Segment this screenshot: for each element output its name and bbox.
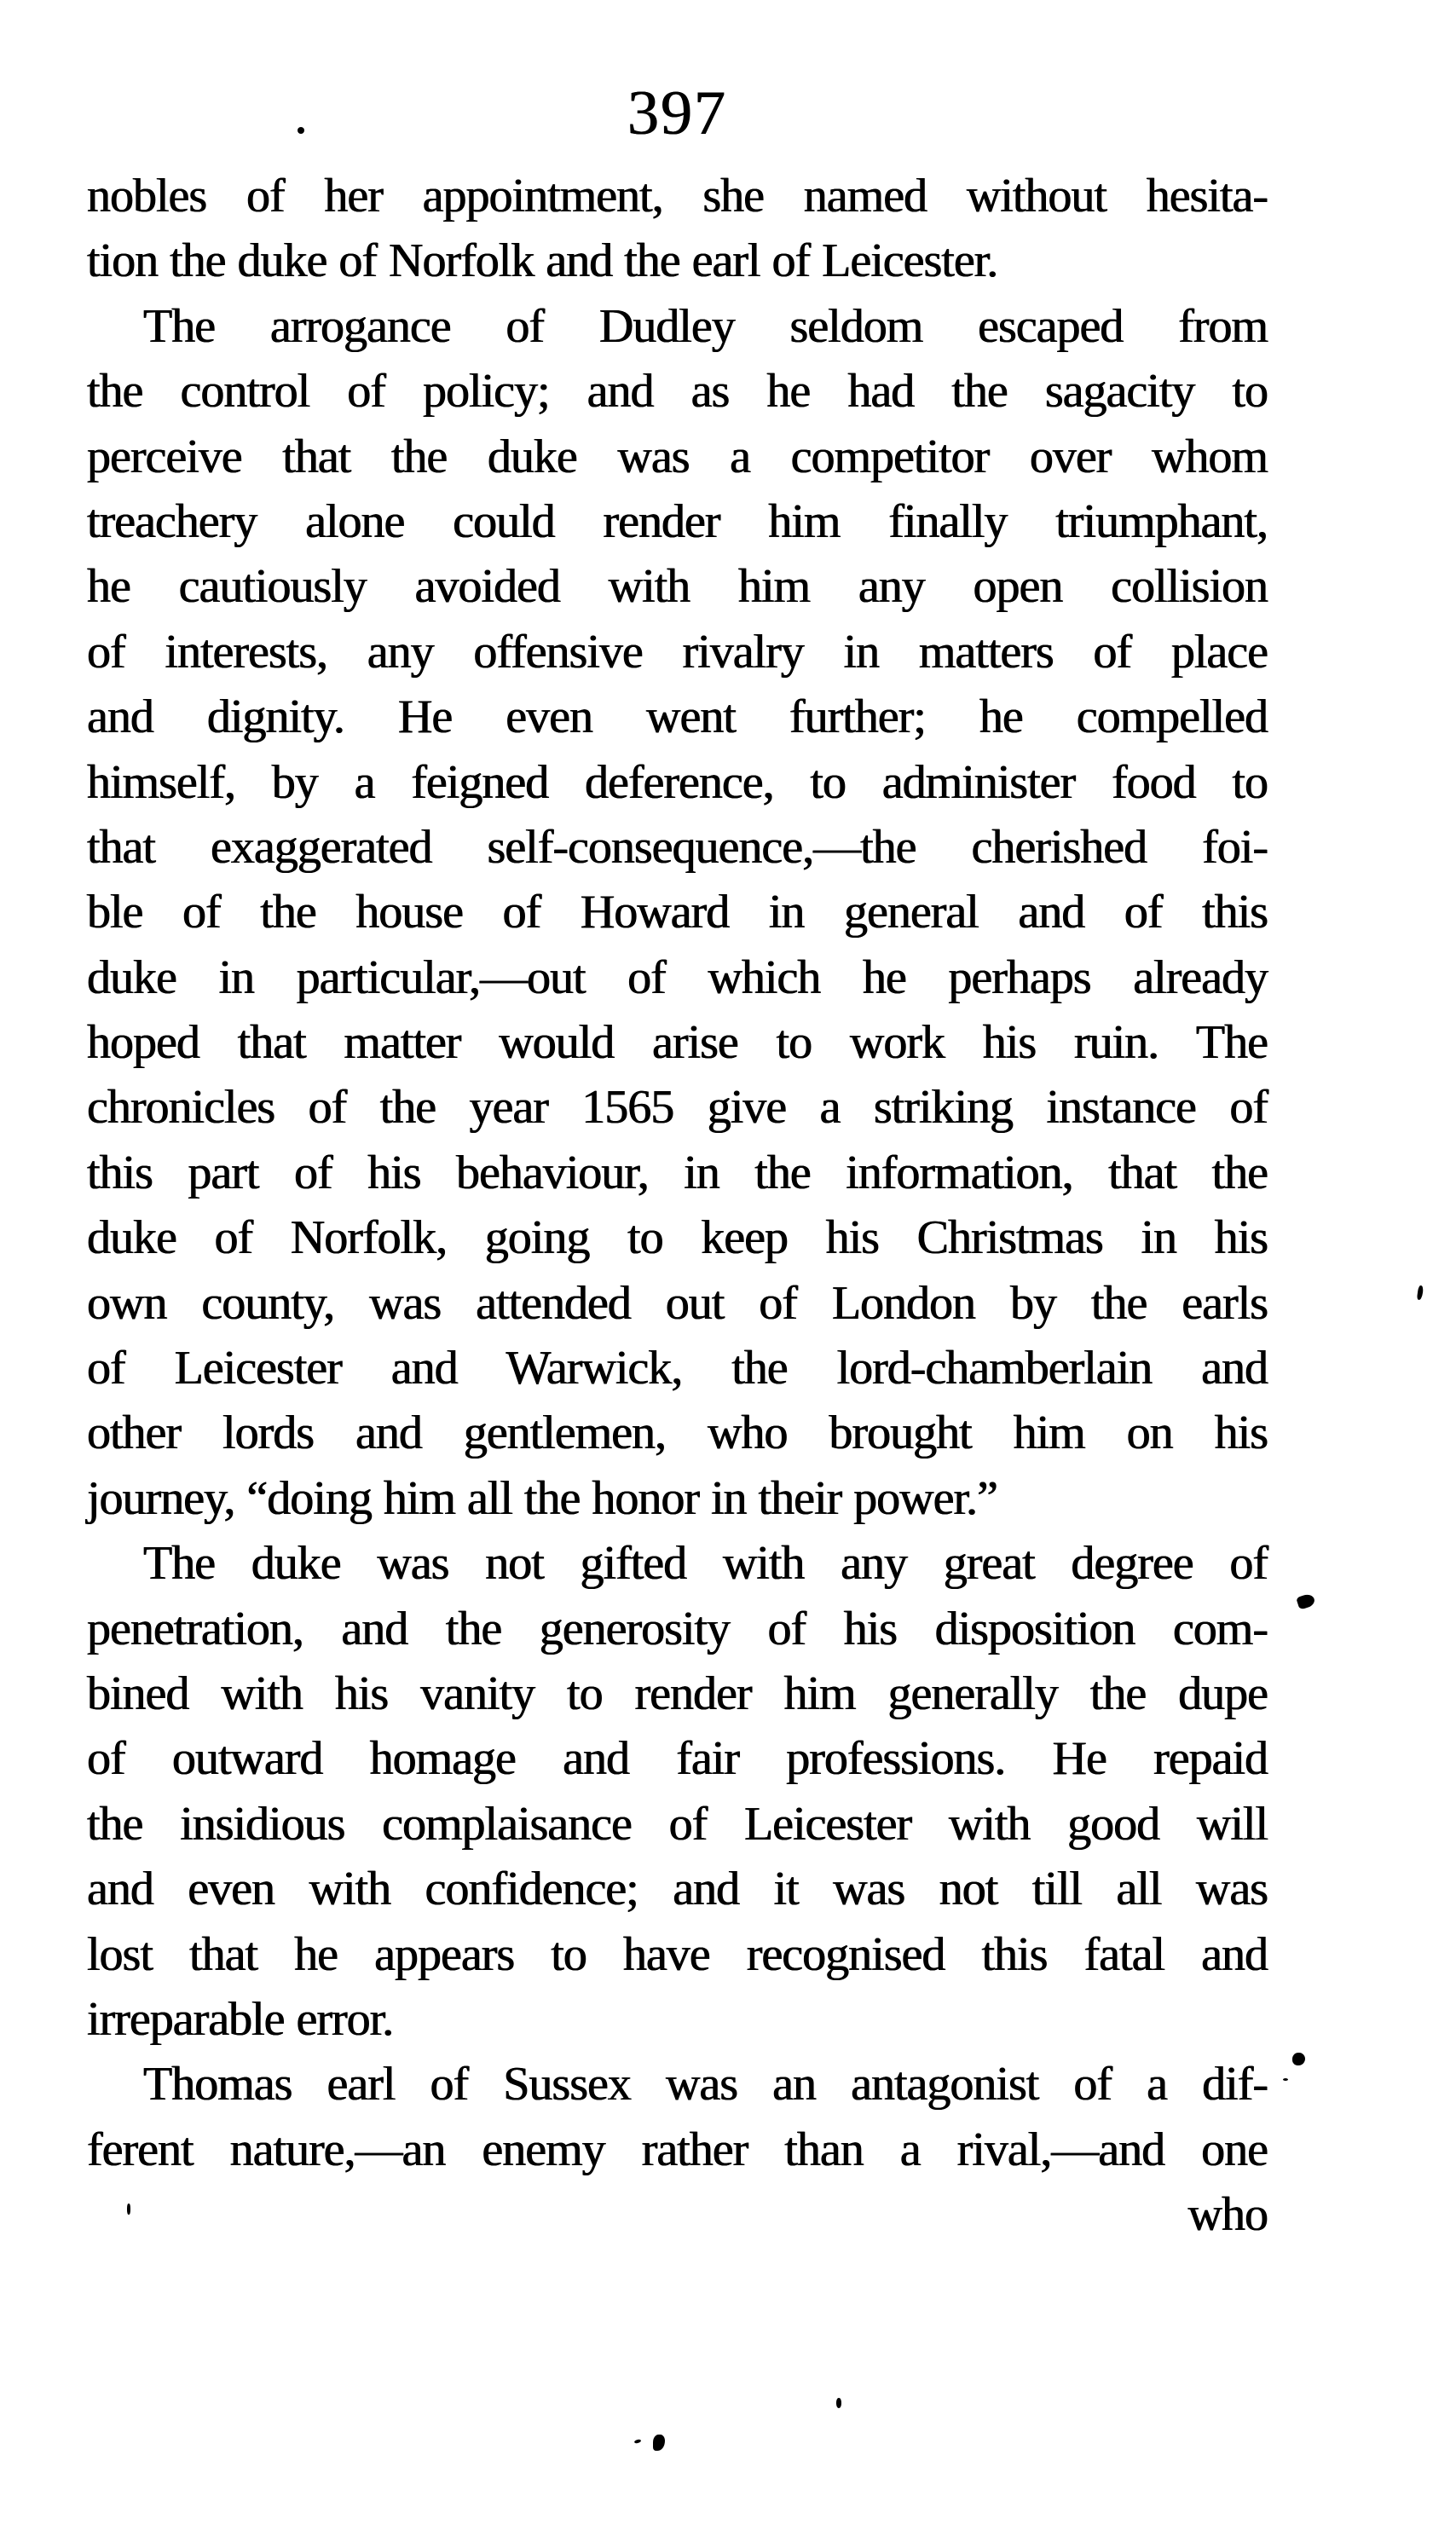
text-line: The duke was not gifted with any great degree of <box>143 1537 1268 1591</box>
text-line: this part of his behaviour, in the information, that the <box>87 1146 1268 1199</box>
text-line: bined with his vanity to render him generally the dupe <box>87 1667 1268 1720</box>
text-line: lost that he appears to have recognised this fatal and <box>87 1927 1268 1981</box>
text-line: tion the duke of Norfolk and the earl of Leicester. <box>87 234 998 288</box>
ink-speck <box>1417 1285 1424 1301</box>
text-line: ble of the house of Howard in general and of this <box>87 886 1268 939</box>
ink-speck <box>127 2204 130 2215</box>
text-line: journey, “doing him all the honor in their power.” <box>87 1471 997 1525</box>
text-line: hoped that matter would arise to work his ruin. The <box>87 1016 1268 1070</box>
text-line: and dignity. He even went further; he compelled <box>87 690 1268 744</box>
text-line: chronicles of the year 1565 give a striking instance of <box>87 1081 1268 1135</box>
text-line: duke of Norfolk, going to keep his Christmas in his <box>87 1211 1268 1265</box>
text-line: penetration, and the generosity of his disposition com- <box>87 1602 1268 1655</box>
text-line: other lords and gentlemen, who brought him on his <box>87 1407 1268 1460</box>
text-line: irreparable error. <box>87 1992 394 2046</box>
text-line: perceive that the duke was a competitor over whom <box>87 430 1268 483</box>
text-line: and even with confidence; and it was not till all was <box>87 1863 1268 1916</box>
text-line: duke in particular,—out of which he perhaps already <box>87 950 1268 1004</box>
text-line: of outward homage and fair professions. He repaid <box>87 1732 1268 1786</box>
text-line: The arrogance of Dudley seldom escaped from <box>143 299 1268 353</box>
ink-speck <box>1283 2078 1288 2081</box>
ink-speck <box>634 2439 642 2444</box>
text-line: Thomas earl of Sussex was an antagonist of a dif- <box>143 2058 1268 2111</box>
catchword: who <box>1187 2188 1268 2241</box>
text-line: of Leicester and Warwick, the lord-chamberlain and <box>87 1342 1268 1395</box>
text-line: of interests, any offensive rivalry in matters of place <box>87 625 1268 679</box>
text-line: the control of policy; and as he had the sagacity to <box>87 365 1268 419</box>
text-line: he cautiously avoided with him any open collision <box>87 560 1268 614</box>
text-block <box>87 164 1268 2182</box>
ink-speck <box>1292 2053 1305 2065</box>
ink-speck <box>298 127 304 134</box>
text-line: the insidious complaisance of Leicester with good will <box>87 1797 1268 1851</box>
text-line: himself, by a feigned deference, to administer food to <box>87 755 1268 809</box>
ink-speck <box>1296 1592 1316 1609</box>
text-line: treachery alone could render him finally triumphant, <box>87 494 1268 548</box>
ink-speck <box>653 2435 665 2451</box>
ink-speck <box>836 2398 841 2408</box>
text-line: that exaggerated self-consequence,—the cherished foi- <box>87 820 1268 874</box>
text-line: own county, was attended out of London by the earls <box>87 1276 1268 1330</box>
text-line: ferent nature,—an enemy rather than a rival,—and one <box>87 2123 1268 2176</box>
page-number: 397 <box>627 78 727 148</box>
text-line: nobles of her appointment, she named without hesita- <box>87 170 1268 222</box>
